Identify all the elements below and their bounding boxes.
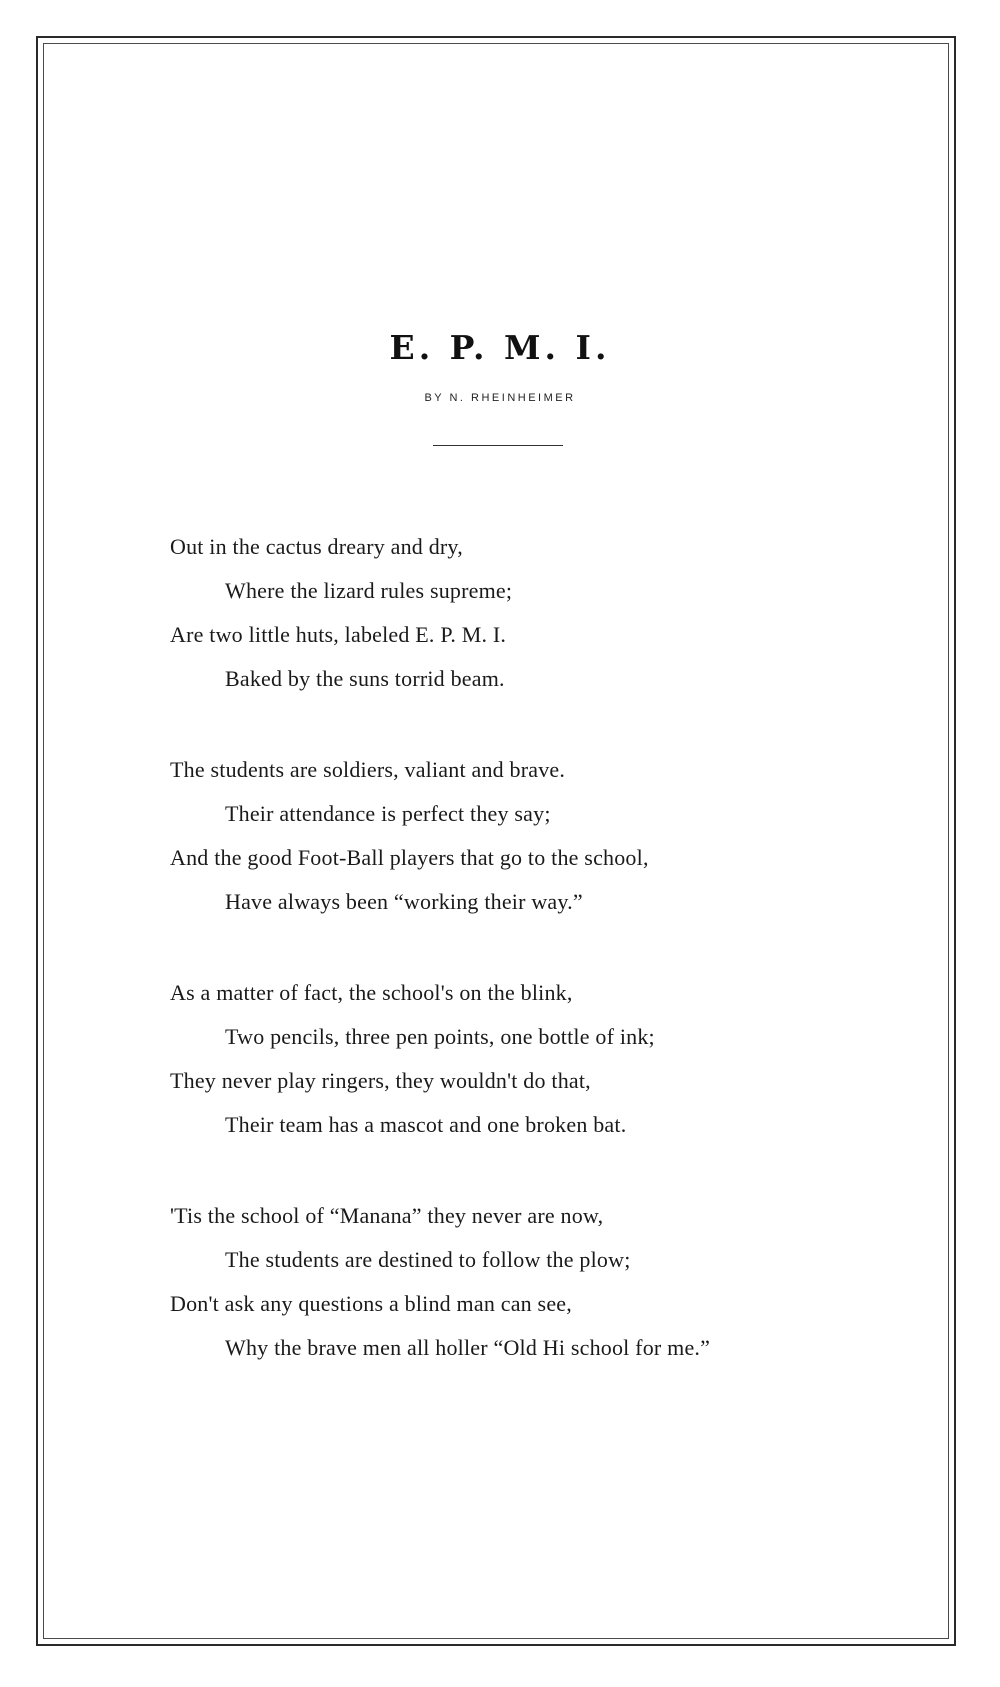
- stanza-3: [170, 971, 890, 1147]
- stanza-2: [170, 748, 890, 924]
- poem-line: Why the brave men all holler “Old Hi school for me.”: [225, 1335, 711, 1360]
- stanza-1: [170, 525, 890, 701]
- poem-title: E. P. M. I.: [389, 328, 611, 367]
- poem-line: As a matter of fact, the school's on the blink,: [170, 980, 573, 1005]
- poem-body: [170, 525, 890, 1417]
- poem-line: Baked by the suns torrid beam.: [225, 666, 505, 691]
- poem-line: The students are destined to follow the plow;: [225, 1247, 631, 1272]
- poem-line: Have always been “working their way.”: [225, 889, 583, 914]
- poem-line: Their attendance is perfect they say;: [225, 801, 551, 826]
- poem-line: Two pencils, three pen points, one bottle of ink;: [225, 1024, 655, 1049]
- poem-line: Out in the cactus dreary and dry,: [170, 534, 463, 559]
- poem-byline: BY N. RHEINHEIMER: [424, 392, 576, 404]
- stanza-4: [170, 1194, 890, 1370]
- poem-line: 'Tis the school of “Manana” they never are now,: [170, 1203, 604, 1228]
- poem-line: The students are soldiers, valiant and brave.: [170, 757, 566, 782]
- poem-line: Don't ask any questions a blind man can see,: [170, 1291, 572, 1316]
- poem-line: Their team has a mascot and one broken bat.: [225, 1112, 627, 1137]
- poem-line: And the good Foot-Ball players that go to the school,: [170, 845, 649, 870]
- poem-line: They never play ringers, they wouldn't do that,: [170, 1068, 591, 1093]
- poem-line: Where the lizard rules supreme;: [225, 578, 513, 603]
- poem-line: Are two little huts, labeled E. P. M. I.: [170, 622, 507, 647]
- title-divider: [433, 445, 563, 446]
